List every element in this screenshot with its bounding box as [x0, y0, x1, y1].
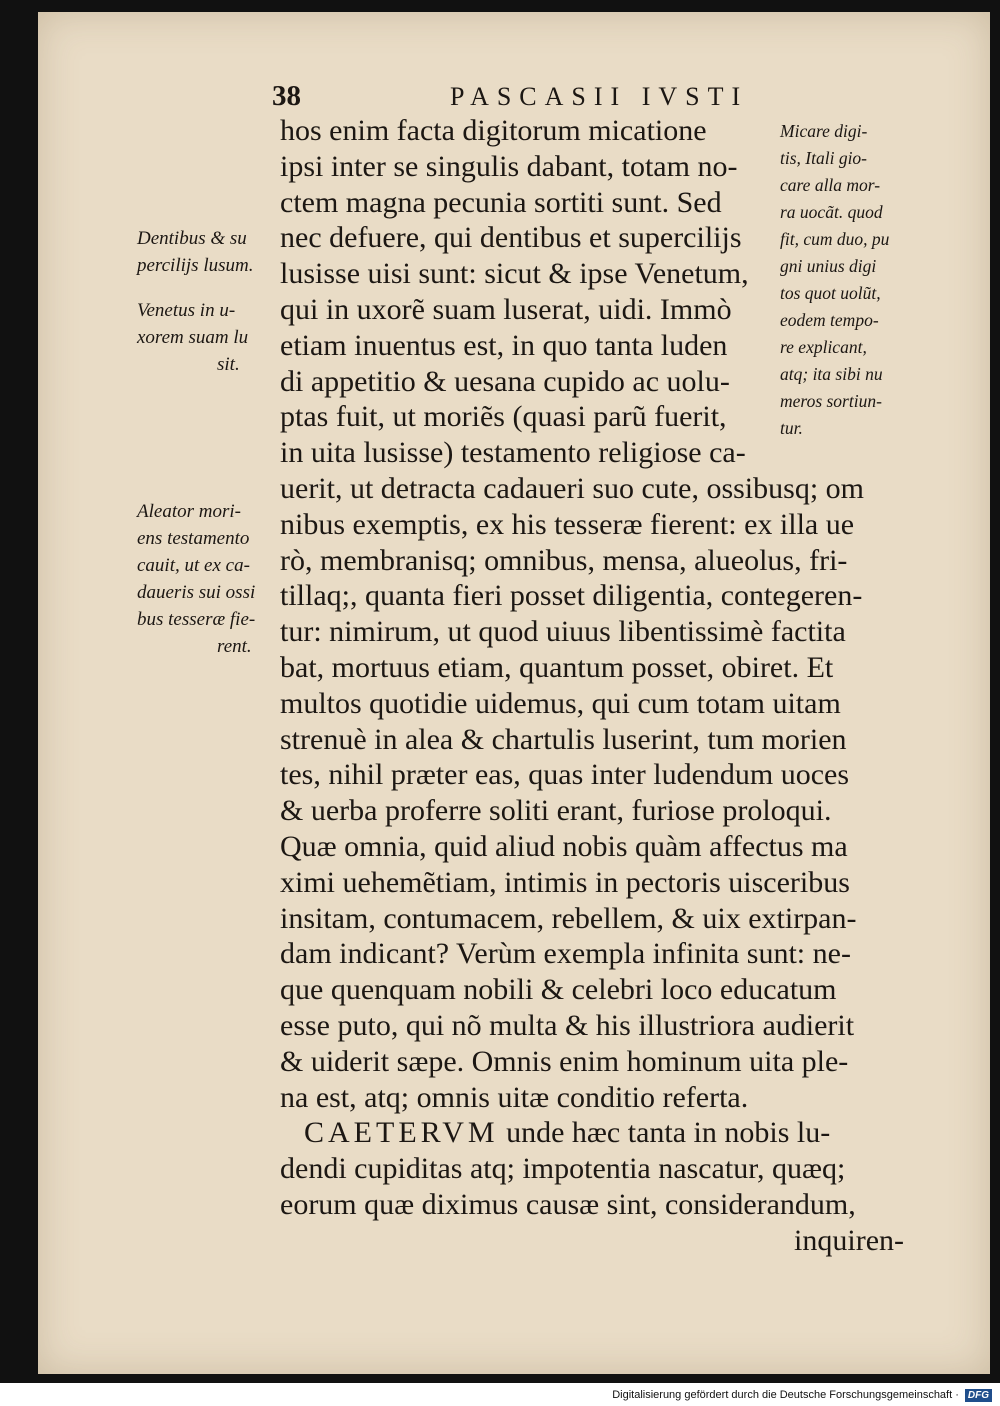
text-line: nibus exemptis, ex his tesseræ fierent: ex illa ue [280, 507, 855, 541]
note-line: meros sortiun- [780, 391, 882, 411]
text-line: ptas fuit, ut moriẽs (quasi parũ fuerit, [280, 400, 727, 434]
text-line: esse puto, qui nõ multa & his illustriora audierit [280, 1008, 855, 1042]
lead-line-rest: unde hæc tanta in nobis lu- [498, 1116, 831, 1150]
text-line: ctem magna pecunia sortiti sunt. Sed [280, 185, 722, 219]
note-line: care alla mor- [780, 175, 881, 195]
text-line: bat, mortuus etiam, quantum posset, obiret. Et [280, 650, 834, 684]
text-line: in uita lusisse) testamento religiose ca- [280, 436, 746, 470]
note-line: atq; ita sibi nu [780, 364, 883, 384]
text-line: eorum quæ diximus causæ sint, considerandum, [280, 1187, 856, 1221]
text-line: hos enim facta digitorum micatione [280, 114, 707, 147]
text-line: tes, nihil præter eas, quas inter ludendum uoces [280, 758, 850, 792]
note-line: sit. [217, 354, 240, 375]
note-line: rent. [217, 636, 252, 657]
text-line: nec defuere, qui dentibus et supercilijs [280, 221, 742, 255]
note-line: percilijs lusum. [137, 255, 254, 276]
text-line: & uiderit sæpe. Omnis enim hominum uita ple- [280, 1044, 849, 1078]
dfg-logo: DFG [965, 1389, 992, 1402]
note-line: tos quot uolũt, [780, 283, 881, 303]
note-line: ra uocãt. quod [780, 202, 883, 222]
text-line: que quenquam nobili & celebri loco educatum [280, 973, 837, 1007]
text-line: strenuè in alea & chartulis luserint, tum morien [280, 722, 847, 756]
note-line: fit, cum duo, pu [780, 229, 890, 249]
main-text [280, 113, 910, 1259]
text-line: ximi uehemẽtiam, intimis in pectoris uisceribus [280, 865, 850, 899]
text-line: multos quotidie uidemus, qui cum totam uitam [280, 686, 841, 720]
note-line: ens testamento [137, 528, 250, 549]
note-line: tis, Itali gio- [780, 148, 868, 168]
paragraph-opening-line [280, 1115, 910, 1151]
note-line: daueris sui ossi [137, 582, 256, 603]
note-line: xorem suam lu [137, 327, 249, 348]
text-line: qui in uxorẽ suam luserat, uidi. Immò [280, 292, 732, 326]
margin-note-aleator [137, 498, 269, 660]
text-line: dendi cupiditas atq; impotentia nascatur, quæq; [280, 1152, 846, 1186]
note-line: Aleator mori- [137, 501, 241, 522]
footer-credit: Digitalisierung gefördert durch die Deutsche Forschungsgemeinschaft · [612, 1389, 959, 1401]
text-line: tur: nimirum, ut quod uiuus libentissimè factita [280, 615, 846, 649]
lead-word: CAETERVM [304, 1116, 499, 1150]
note-line: gni unius digi [780, 256, 877, 276]
text-line: rò, membranisq; omnibus, mensa, alueolus, fri- [280, 543, 848, 577]
note-line: bus tesseræ fie- [137, 609, 256, 630]
text-line: di appetitio & uesana cupido ac uolu- [280, 364, 730, 398]
note-line: re explicant, [780, 337, 867, 357]
page-header [272, 80, 772, 116]
text-line: tillaq;, quanta fieri posset diligentia, contegeren- [280, 579, 863, 613]
text-line: na est, atq; omnis uitæ conditio referta. [280, 1080, 749, 1114]
margin-note-venetus [137, 297, 269, 378]
text-line: Quæ omnia, quid aliud nobis quàm affectus ma [280, 829, 848, 863]
note-line: Dentibus & su [137, 228, 247, 249]
running-head: PASCASII IVSTI [450, 82, 749, 111]
text-line: uerit, ut detracta cadaueri suo cute, ossibusq; om [280, 471, 864, 505]
note-line: eodem tempo- [780, 310, 879, 330]
text-line: dam indicant? Verùm exempla infinita sunt: ne- [280, 937, 851, 971]
text-line: etiam inuentus est, in quo tanta luden [280, 328, 728, 362]
text-line: & uerba proferre soliti erant, furiose proloqui. [280, 794, 832, 828]
note-line: cauit, ut ex ca- [137, 555, 250, 576]
digitization-footer [612, 1388, 992, 1402]
text-line: ipsi inter se singulis dabant, totam no- [280, 149, 738, 183]
note-line: Micare digi- [780, 121, 868, 141]
text-line: lusisse uisi sunt: sicut & ipse Venetum, [280, 257, 749, 291]
catchword: inquiren- [794, 1223, 904, 1257]
note-line: tur. [780, 418, 803, 438]
margin-note-dentibus [137, 225, 269, 279]
note-line: Venetus in u- [137, 300, 236, 321]
text-line: insitam, contumacem, rebellem, & uix extirpan- [280, 901, 857, 935]
page-number: 38 [272, 80, 301, 112]
